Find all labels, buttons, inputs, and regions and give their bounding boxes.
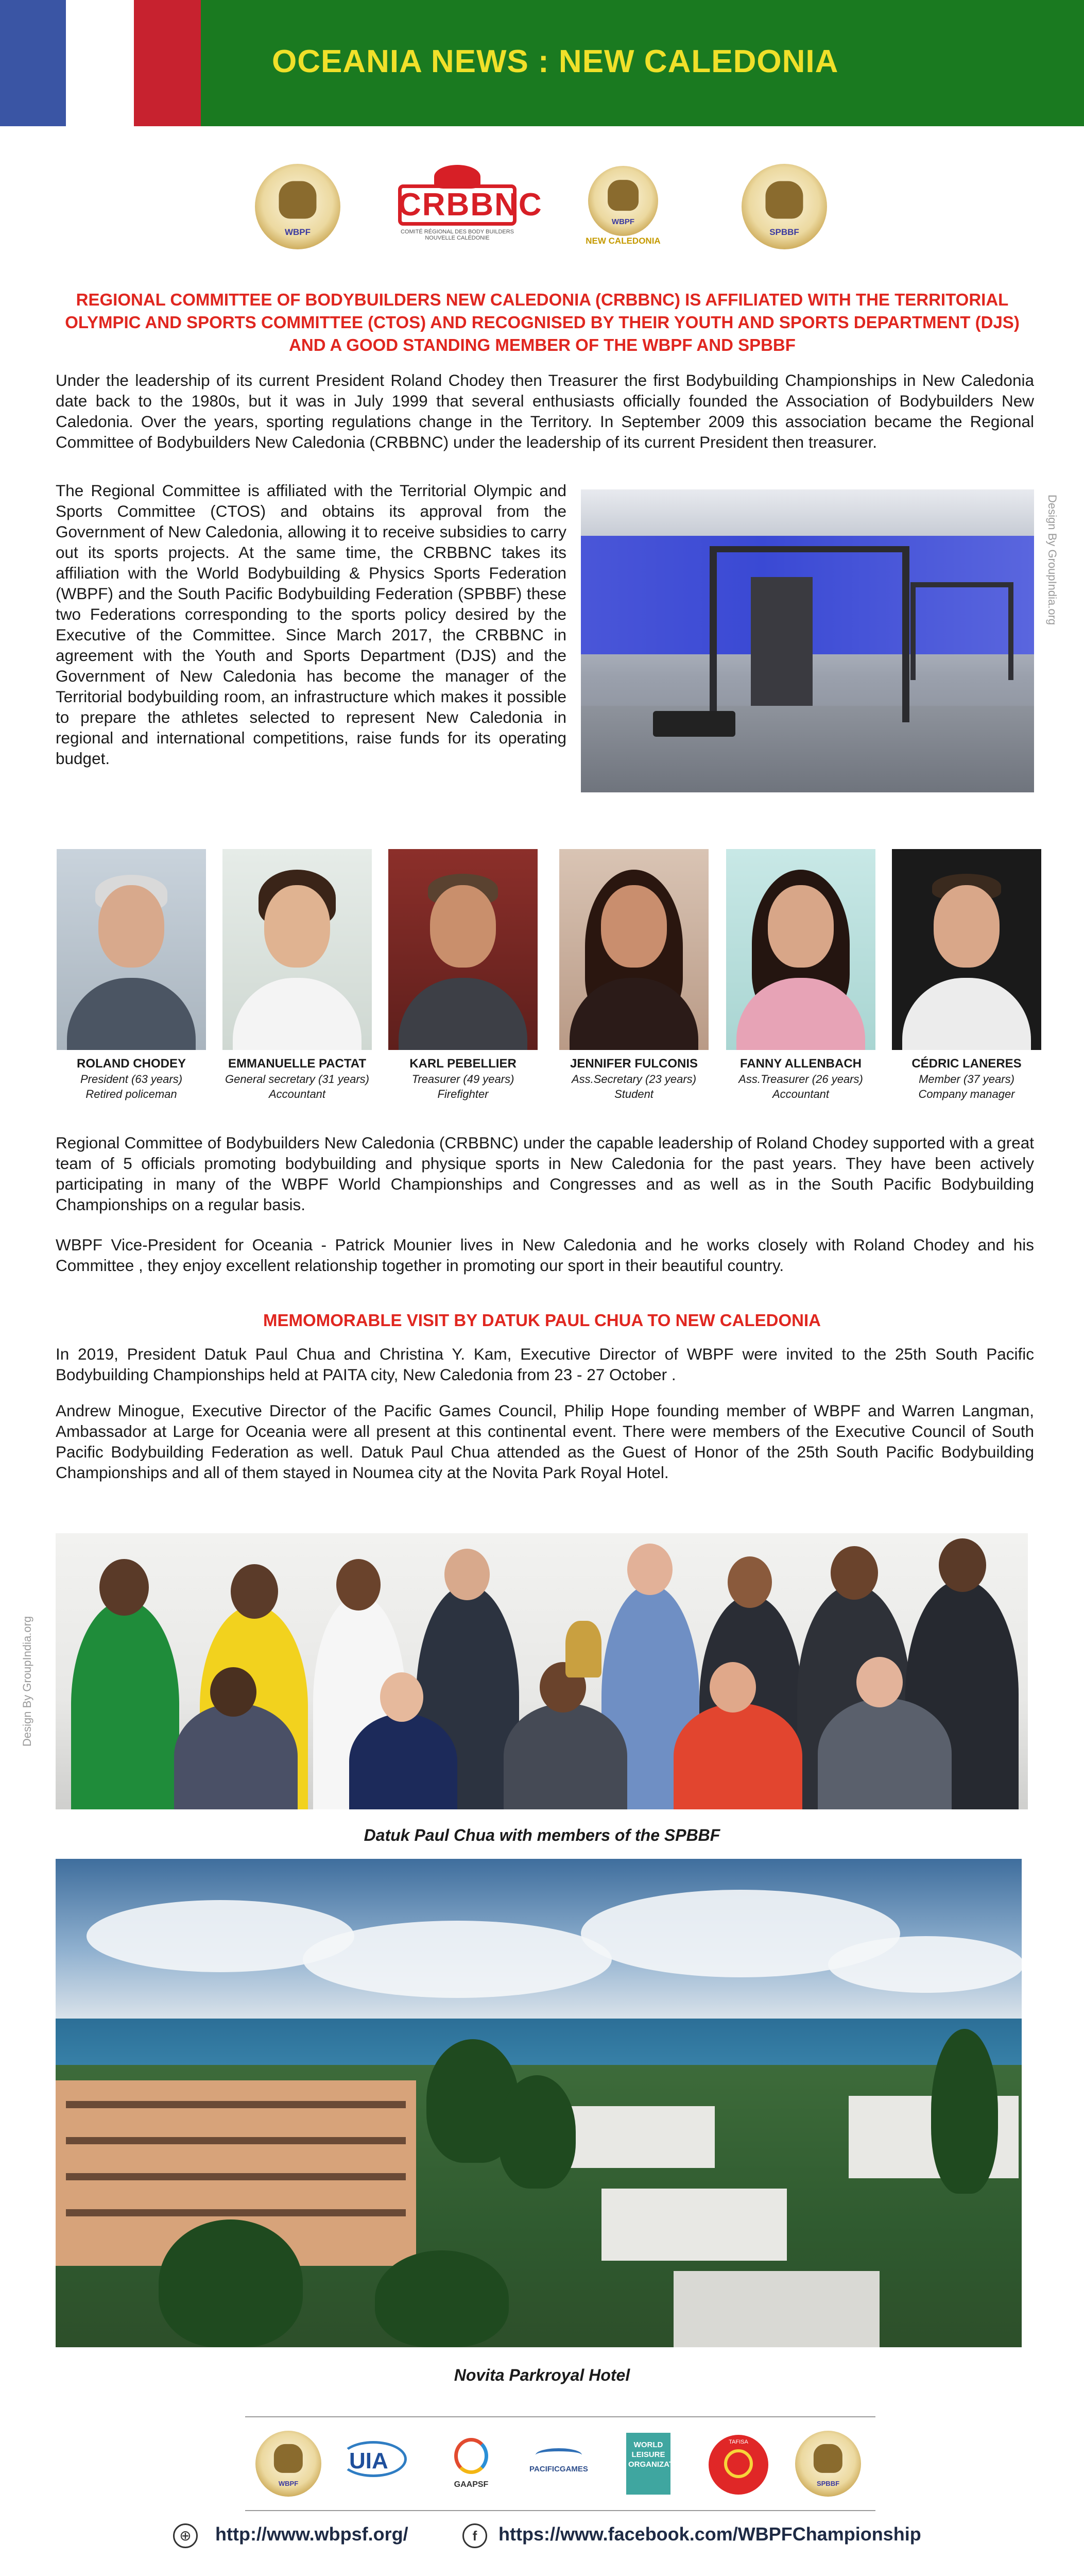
vice-president-paragraph: WBPF Vice-President for Oceania - Patrick Mounier lives in New Caledonia and he works closely with Roland Chodey and his Committee , they enjoy excellent relationship together in promoting our sport in their beautiful country. (56, 1235, 1034, 1275)
facebook-link[interactable]: https://www.facebook.com/WBPFChampionship (498, 2523, 921, 2545)
visit-subheading: MEMOMORABLE VISIT BY DATUK PAUL CHUA TO NEW CALEDONIA (263, 1311, 821, 1330)
watermark-left: Design By GroupIndia.org (21, 1616, 33, 1747)
group-photo (56, 1533, 1028, 1809)
crbbnc-logo: CRBBNC COMITÉ RÉGIONAL DES BODY BUILDERS NOUVELLE CALÉDONIE (398, 165, 517, 247)
footer-tafisa-logo: TAFISA (709, 2435, 768, 2495)
hotel-photo-caption: Novita Parkroyal Hotel (454, 2366, 630, 2384)
footer-world-leisure-logo: WORLD LEISURE ORGANIZATION (626, 2433, 670, 2495)
footer-spbbf-logo: SPBBF (795, 2431, 861, 2497)
page-title: OCEANIA NEWS : NEW CALEDONIA (272, 44, 839, 79)
visit-paragraph: In 2019, President Datuk Paul Chua and Christina Y. Kam, Executive Director of WBPF were invited to the 25th South Pacific Bodybuilding Championships held at PAITA city, New Caledonia from 23 - 27 October . (56, 1345, 1034, 1384)
member-photo (222, 849, 372, 1050)
attendees-paragraph: Andrew Minogue, Executive Director of the Pacific Games Council, Philip Hope founding member of WBPF and Warren Langman, Ambassador at Large for Oceania were all present at this continental event. There were members of the Executive Council of South Pacific Bodybuilding Federation as well. Datuk Paul Chua attended as the Guest of Honor of the 25th South Pacific Bodybuilding Championships and all of them stayed in Noumea city at the Novita Park Royal Hotel. (56, 1401, 1034, 1482)
group-photo-caption: Datuk Paul Chua with members of the SPBBF (364, 1826, 720, 1844)
french-flag-blue-stripe (0, 0, 66, 126)
gym-photo (581, 489, 1034, 792)
footer-wbpf-logo: WBPF (255, 2431, 321, 2497)
wbpf-logo: WBPF (255, 164, 340, 249)
french-flag-red-stripe (134, 0, 201, 126)
globe-icon: ⊕ (173, 2523, 198, 2548)
member-photo (388, 849, 538, 1050)
member-photo (726, 849, 875, 1050)
affiliation-paragraph: The Regional Committee is affiliated with the Territorial Olympic and Sports Committee (CTOS) and obtains its approval from the Government of New Caledonia, allowing it to receive subsidies to carry out its sports projects. At the same time, the CRBBNC takes its affiliation with the World Bodybuilding & Physics Sports Federation (WBPF) and the South Pacific Bodybuilding Federation (SPBBF) these two Federations corresponding to the sports policy desired by the Executive of the Committee. Since March 2017, the CRBBNC in agreement with the Youth and Sports Department (DJS) and the Government of New Caledonia has become the manager of the Territorial bodybuilding room, an infrastructure which makes it possible to prepare the athletes selected to represent New Caledonia in regional and international competitions, raise funds for its operating budget. (56, 481, 566, 768)
wbpf-new-caledonia-logo: WBPF NEW CALEDONIA (582, 166, 664, 248)
facebook-icon: f (462, 2523, 487, 2548)
hotel-photo (56, 1859, 1022, 2347)
leadership-paragraph: Regional Committee of Bodybuilders New Caledonia (CRBBNC) under the capable leadership of Roland Chodey supported with a great team of 5 officials promoting bodybuilding and physique sports in New Caledonia for the past years. They have been actively participating in many of the WBPF World Championships and Congresses and as well as in the South Pacific Bodybuilding Championships on a regular basis. (56, 1133, 1034, 1214)
member-photo (57, 849, 206, 1050)
watermark-right: Design By GroupIndia.org (1046, 495, 1059, 625)
footer-pacific-games-logo: PACIFICGAMES (515, 2431, 603, 2501)
article-headline: REGIONAL COMMITTEE OF BODYBUILDERS NEW CALEDONIA (CRBBNC) IS AFFILIATED WITH THE TERRITORIAL OLYMPIC AND SPORTS COMMITTEE (CTOS) AND RECOGNISED BY THEIR YOUTH AND SPORTS DEPARTMENT (DJS) AND A GOOD STANDING MEMBER OF THE WBPF AND SPBBF (65, 290, 1020, 354)
footer-uia-logo: UIA (340, 2431, 407, 2501)
footer-divider-bottom (245, 2510, 875, 2511)
website-link[interactable]: http://www.wbpsf.org/ (215, 2523, 408, 2545)
member-photo (559, 849, 709, 1050)
member-photo (892, 849, 1041, 1050)
footer-gaapsf-logo: GAAPSF (443, 2431, 500, 2501)
header-banner (0, 0, 1084, 126)
french-flag-white-stripe (66, 0, 134, 126)
spbbf-logo: SPBBF (742, 164, 827, 249)
footer-divider-top (245, 2416, 875, 2417)
intro-paragraph: Under the leadership of its current President Roland Chodey then Treasurer the first Bodybuilding Championships in New Caledonia date back to the 1980s, but it was in July 1999 that several enthusiasts officially founded the Association of Bodybuilders New Caledonia. Over the years, sporting regulations change in the Territory. In September 2009 this association became the Regional Committee of Bodybuilders New Caledonia (CRBBNC) under the leadership of its current President then treasurer. (56, 371, 1034, 451)
